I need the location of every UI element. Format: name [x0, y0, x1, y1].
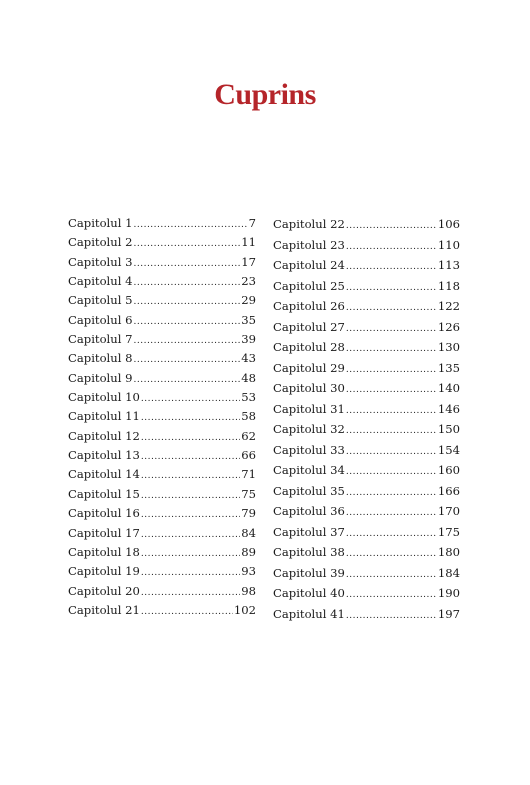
dot-leader [134, 293, 241, 312]
toc-entry-page-number: 62 [241, 428, 256, 443]
toc-entry-page-number: 7 [248, 216, 256, 230]
toc-entry-page-number: 79 [241, 506, 256, 521]
toc-entry [273, 317, 460, 338]
toc-entry-page-number: 89 [241, 544, 256, 559]
dot-leader [141, 467, 240, 486]
toc-entry [273, 235, 460, 256]
toc-entry-page-number: 17 [241, 254, 256, 269]
dot-leader [141, 448, 240, 467]
toc-entry-label: Capitolul 18 [68, 544, 140, 559]
dot-leader [141, 584, 240, 603]
toc-entry [68, 253, 256, 272]
toc-entry [273, 399, 460, 420]
toc-entry-label: Capitolul 37 [273, 524, 345, 539]
toc-entry-label: Capitolul 38 [273, 545, 345, 559]
toc-entry-page-number: 190 [437, 586, 460, 600]
toc-entry-label: Capitolul 22 [273, 217, 345, 231]
toc-entry [68, 562, 256, 581]
dot-leader [346, 380, 437, 401]
toc-entry-page-number: 135 [437, 360, 460, 375]
dot-leader [141, 603, 233, 622]
toc-entry [68, 349, 256, 368]
toc-entry [68, 233, 256, 252]
toc-entry-page-number: 180 [437, 545, 460, 559]
toc-entry-page-number: 11 [241, 235, 256, 250]
dot-leader [141, 409, 240, 428]
toc-entry-label: Capitolul 10 [68, 390, 140, 405]
toc-entry-label: Capitolul 40 [273, 586, 345, 600]
toc-entry-page-number: 106 [437, 217, 460, 231]
toc-entry-page-number: 130 [437, 340, 460, 354]
toc-entry-page-number: 170 [437, 504, 460, 518]
toc-entry-label: Capitolul 28 [273, 340, 345, 354]
toc-entry-label: Capitolul 24 [273, 258, 345, 272]
toc-entry-page-number: 84 [241, 525, 256, 540]
toc-entry-page-number: 53 [241, 390, 256, 405]
toc-entry [68, 369, 256, 388]
dot-leader [141, 487, 240, 506]
toc-entry-label: Capitolul 12 [68, 428, 140, 443]
toc-entry-page-number: 160 [437, 463, 460, 477]
toc-entry-page-number: 29 [241, 293, 256, 308]
toc-entry-label: Capitolul 20 [68, 583, 140, 598]
toc-entry-page-number: 166 [437, 483, 460, 498]
toc-entry [273, 522, 460, 543]
dot-leader [346, 524, 437, 545]
toc-entry-label: Capitolul 8 [68, 351, 133, 366]
toc-entry-page-number: 110 [437, 237, 460, 252]
toc-entry-page-number: 66 [241, 448, 256, 463]
dot-leader [346, 216, 437, 237]
toc-entry-page-number: 58 [241, 409, 256, 424]
toc-entry-label: Capitolul 29 [273, 360, 345, 375]
toc-entry-page-number: 197 [437, 606, 460, 621]
dot-leader [141, 526, 240, 545]
toc-entry-label: Capitolul 31 [273, 401, 345, 416]
toc-entry-page-number: 175 [437, 524, 460, 539]
dot-leader [346, 278, 437, 299]
toc-entry [68, 601, 256, 620]
toc-entry [68, 311, 256, 330]
toc-entry [68, 485, 256, 504]
toc-entry [273, 481, 460, 502]
toc-entry-label: Capitolul 19 [68, 564, 140, 579]
toc-entry-label: Capitolul 1 [68, 216, 133, 230]
toc-entry [68, 330, 256, 349]
dot-leader [134, 332, 241, 351]
toc-column-right [273, 214, 460, 624]
toc-entry [273, 583, 460, 604]
toc-entry [68, 504, 256, 523]
toc-entry-page-number: 140 [437, 381, 460, 395]
dot-leader [134, 216, 248, 235]
toc-entry [273, 378, 460, 399]
dot-leader [346, 503, 437, 524]
toc-entry-label: Capitolul 11 [68, 409, 140, 424]
toc-entry [273, 460, 460, 481]
toc-entry [68, 543, 256, 562]
toc-entry-page-number: 43 [241, 351, 256, 366]
page-title: Cuprins [214, 78, 316, 111]
dot-leader [346, 442, 437, 463]
dot-leader [134, 235, 241, 254]
toc-entry-page-number: 39 [241, 332, 256, 347]
toc-entry [68, 524, 256, 543]
toc-entry [273, 440, 460, 461]
toc-entry [273, 296, 460, 317]
toc-entry-label: Capitolul 17 [68, 525, 140, 540]
toc-column-left [68, 214, 256, 620]
toc-entry [273, 255, 460, 276]
dot-leader [346, 298, 437, 319]
toc-entry-label: Capitolul 14 [68, 467, 140, 482]
toc-entry-label: Capitolul 5 [68, 293, 133, 308]
toc-entry-page-number: 75 [241, 486, 256, 501]
dot-leader [346, 360, 437, 381]
dot-leader [346, 339, 437, 360]
toc-entry-label: Capitolul 23 [273, 237, 345, 252]
toc-entry [273, 358, 460, 379]
toc-entry-page-number: 113 [437, 258, 460, 272]
dot-leader [346, 401, 437, 422]
toc-entry [68, 214, 256, 233]
dot-leader [134, 255, 241, 274]
toc-entry-label: Capitolul 30 [273, 381, 345, 395]
toc-entry-label: Capitolul 16 [68, 506, 140, 521]
toc-entry-label: Capitolul 39 [273, 565, 345, 580]
toc-entry-label: Capitolul 32 [273, 422, 345, 436]
dot-leader [141, 506, 240, 525]
dot-leader [346, 565, 437, 586]
toc-entry [68, 427, 256, 446]
toc-entry-label: Capitolul 25 [273, 278, 345, 293]
toc-entry [273, 501, 460, 522]
dot-leader [141, 545, 240, 564]
dot-leader [346, 483, 437, 504]
toc-entry [273, 563, 460, 584]
toc-entry-page-number: 126 [437, 319, 460, 334]
dot-leader [134, 313, 241, 332]
toc-entry-page-number: 154 [437, 442, 460, 457]
dot-leader [346, 421, 437, 442]
dot-leader [346, 319, 437, 340]
dot-leader [141, 390, 240, 409]
toc-entry [273, 276, 460, 297]
toc-entry-label: Capitolul 9 [68, 370, 133, 385]
toc-entry-label: Capitolul 3 [68, 254, 133, 269]
toc-entry-label: Capitolul 36 [273, 504, 345, 518]
dot-leader [346, 606, 437, 627]
toc-entry [68, 272, 256, 291]
toc-entry [68, 407, 256, 426]
dot-leader [346, 544, 437, 565]
toc-entry-label: Capitolul 15 [68, 486, 140, 501]
toc-entry-label: Capitolul 27 [273, 319, 345, 334]
toc-entry-page-number: 122 [437, 299, 460, 313]
dot-leader [346, 237, 437, 258]
toc-entry [68, 446, 256, 465]
toc-entry-page-number: 146 [437, 401, 460, 416]
toc-entry-label: Capitolul 13 [68, 448, 140, 463]
toc-entry-page-number: 93 [241, 564, 256, 579]
toc-entry-page-number: 35 [241, 312, 256, 327]
toc-entry [68, 582, 256, 601]
toc-entry-label: Capitolul 35 [273, 483, 345, 498]
toc-entry-label: Capitolul 34 [273, 463, 345, 477]
toc-entry-page-number: 184 [437, 565, 460, 580]
dot-leader [141, 429, 240, 448]
toc-entry [273, 604, 460, 625]
toc-entry [68, 291, 256, 310]
toc-entry-label: Capitolul 21 [68, 602, 140, 617]
dot-leader [141, 564, 240, 583]
toc-entry [68, 388, 256, 407]
toc-entry-label: Capitolul 2 [68, 235, 133, 250]
toc-entry [273, 419, 460, 440]
toc-entry-label: Capitolul 33 [273, 442, 345, 457]
dot-leader [134, 274, 241, 293]
toc-entry-page-number: 23 [241, 274, 256, 289]
toc-entry-page-number: 150 [437, 422, 460, 436]
toc-entry [68, 465, 256, 484]
toc-entry-label: Capitolul 6 [68, 312, 133, 327]
dot-leader [134, 351, 241, 370]
dot-leader [346, 462, 437, 483]
toc-entry [273, 214, 460, 235]
toc-entry-label: Capitolul 41 [273, 606, 345, 621]
dot-leader [346, 257, 437, 278]
toc-entry-label: Capitolul 4 [68, 274, 133, 289]
toc-entry-page-number: 71 [241, 467, 256, 482]
toc-entry-label: Capitolul 7 [68, 332, 133, 347]
dot-leader [346, 585, 437, 606]
toc-entry-page-number: 48 [241, 370, 256, 385]
toc-entry [273, 542, 460, 563]
toc-entry-label: Capitolul 26 [273, 299, 345, 313]
toc-entry [273, 337, 460, 358]
toc-entry-page-number: 98 [241, 583, 256, 598]
dot-leader [134, 371, 241, 390]
toc-entry-page-number: 118 [437, 278, 460, 293]
toc-entry-page-number: 102 [233, 602, 256, 617]
